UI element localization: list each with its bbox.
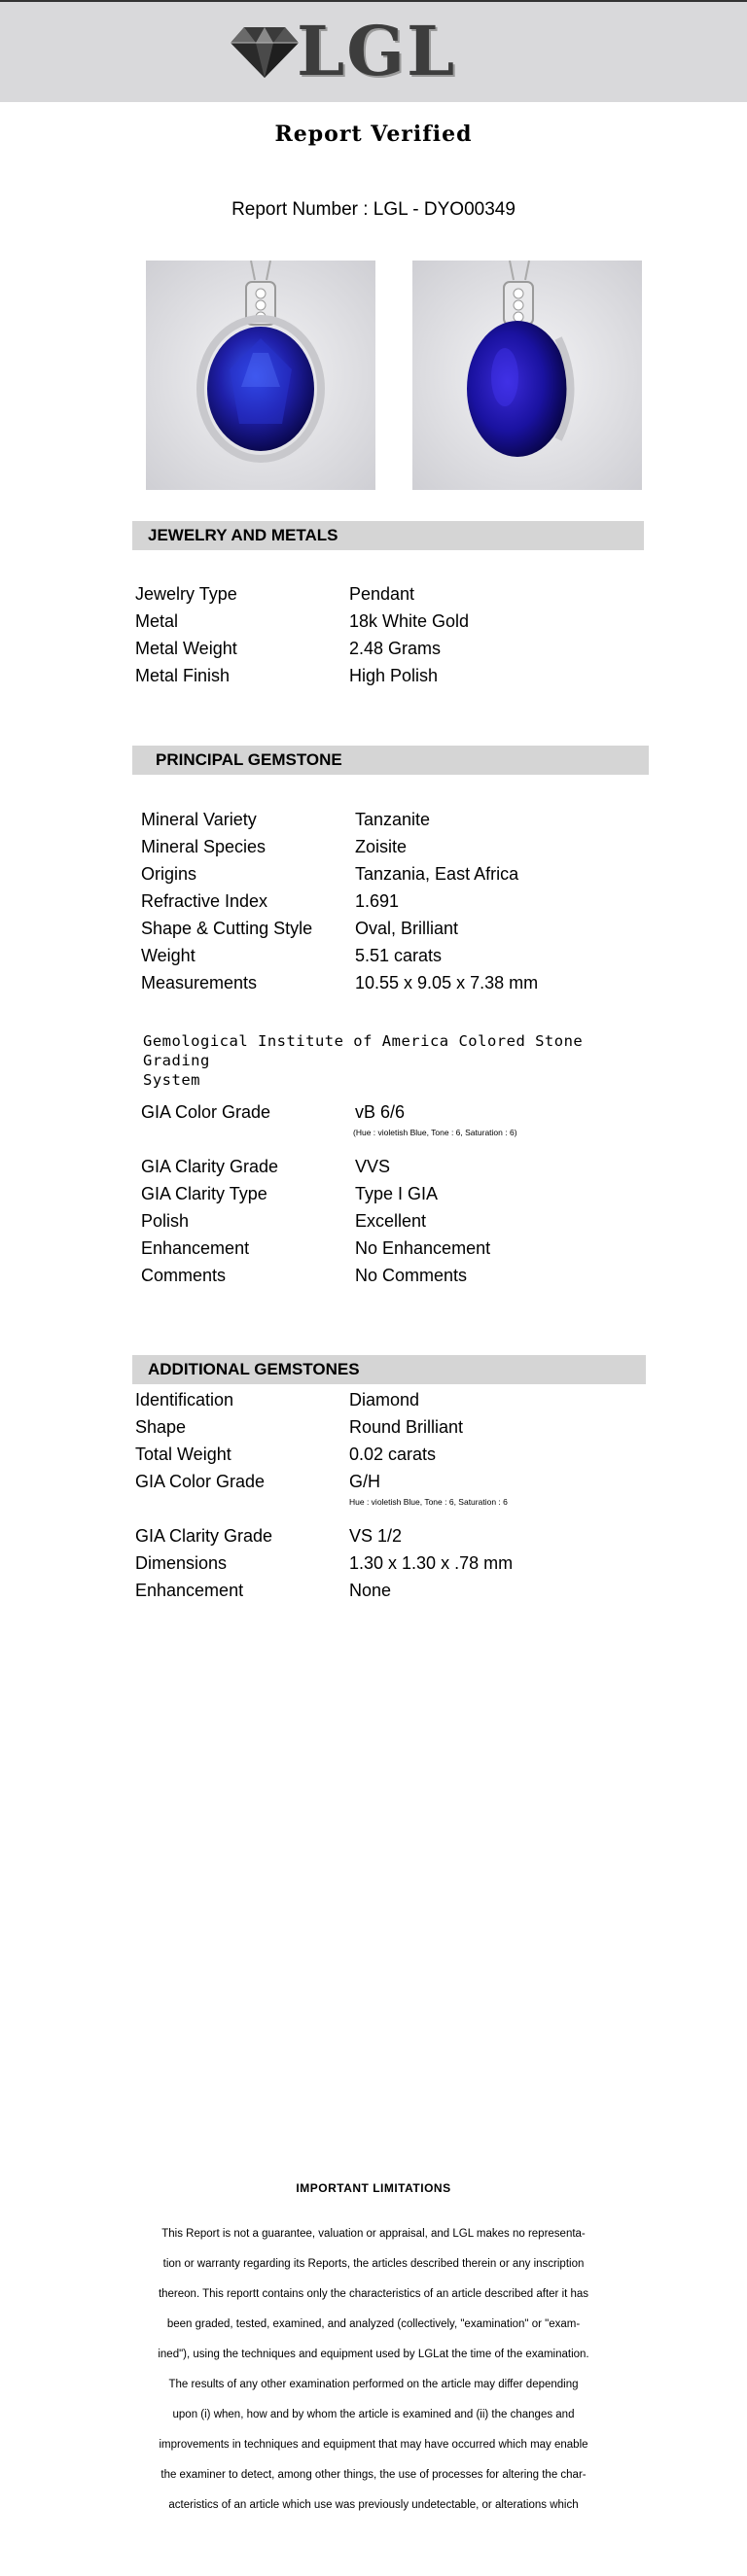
gia-heading-line: Gemological Institute of America Colored Stone Grading [143, 1032, 584, 1069]
row-value: VVS [355, 1157, 391, 1176]
row-label: Shape & Cutting Style [141, 919, 313, 938]
section-title-principal: PRINCIPAL GEMSTONE [132, 746, 649, 775]
row-value: Diamond [349, 1390, 420, 1410]
row-label: GIA Clarity Grade [141, 1157, 279, 1176]
row-label: Weight [141, 946, 196, 965]
header-banner [0, 0, 747, 102]
diamond-icon [227, 21, 302, 82]
row-label: GIA Clarity Grade [135, 1526, 273, 1546]
row-label: Metal Finish [135, 666, 231, 685]
limitations-line: the examiner to detect, among other things, the use of processes for altering the char- [160, 2469, 587, 2481]
row-value: 10.55 x 9.05 x 7.38 mm [355, 973, 539, 992]
row-value: No Comments [355, 1266, 468, 1285]
row-label: Enhancement [135, 1581, 244, 1600]
limitations-title: IMPORTANT LIMITATIONS [296, 2181, 451, 2195]
row-value: Tanzanite [355, 810, 431, 829]
row-label: GIA Clarity Type [141, 1184, 267, 1203]
row-label: Metal Weight [135, 639, 237, 658]
row-value: vB 6/6 [355, 1102, 406, 1122]
section-title-additional: ADDITIONAL GEMSTONES [132, 1355, 646, 1384]
row-value: VS 1/2 [349, 1526, 403, 1546]
row-label: Total Weight [135, 1445, 231, 1464]
color-grade-note: (Hue : violetish Blue, Tone : 6, Saturation : 6) [353, 1128, 517, 1137]
gia-grading-heading [143, 1031, 600, 1090]
lgl-logo [227, 11, 457, 91]
color-grade-note: Hue : violetish Blue, Tone : 6, Saturation : 6 [349, 1497, 508, 1507]
row-value: Oval, Brilliant [355, 919, 459, 938]
row-value: 1.691 [355, 891, 400, 911]
page-title: Report Verified [274, 122, 473, 147]
row-value: 1.30 x 1.30 x .78 mm [349, 1553, 514, 1573]
row-label: Comments [141, 1266, 227, 1285]
pendant-photo-side [412, 261, 642, 490]
row-label: Refractive Index [141, 891, 268, 911]
row-label: Origins [141, 864, 197, 884]
limitations-line: This Report is not a guarantee, valuation or appraisal, and LGL makes no representa- [161, 2228, 586, 2240]
row-label: Enhancement [141, 1238, 250, 1258]
limitations-line: acteristics of an article which use was previously undetectable, or alterations which [168, 2499, 579, 2511]
row-label: Identification [135, 1390, 234, 1410]
row-value: Tanzania, East Africa [355, 864, 519, 884]
row-value: 0.02 carats [349, 1445, 437, 1464]
row-label: Mineral Variety [141, 810, 257, 829]
row-label: GIA Color Grade [141, 1102, 271, 1122]
pendant-photo-front [146, 261, 375, 490]
row-value: Excellent [355, 1211, 427, 1231]
limitations-line: ined"), using the techniques and equipment used by LGLat the time of the examination. [158, 2349, 589, 2360]
limitations-line: been graded, tested, examined, and analyzed (collectively, "examination" or "exam- [166, 2318, 581, 2330]
limitations-line: improvements in techniques and equipment that may have occurred which may enable [159, 2439, 588, 2451]
limitations-line: thereon. This reportt contains only the characteristics of an article described after it has [158, 2288, 589, 2300]
section-title-jewelry: JEWELRY AND METALS [132, 521, 644, 550]
row-value: Zoisite [355, 837, 408, 856]
row-label: Shape [135, 1417, 187, 1437]
limitations-line: The results of any other examination performed on the article may differ depending [168, 2379, 579, 2390]
row-value: No Enhancement [355, 1238, 491, 1258]
limitations-line: upon (i) when, how and by whom the article is examined and (ii) the changes and [172, 2409, 575, 2420]
row-label: Mineral Species [141, 837, 267, 856]
limitations-line: tion or warranty regarding its Reports, the articles described therein or any inscription [162, 2258, 585, 2270]
logo-text: LGL [297, 11, 457, 91]
row-value: High Polish [349, 666, 439, 685]
row-label: GIA Color Grade [135, 1472, 266, 1491]
row-label: Jewelry Type [135, 584, 237, 604]
row-label: Measurements [141, 973, 258, 992]
row-label: Dimensions [135, 1553, 228, 1573]
row-value: Type I GIA [355, 1184, 439, 1203]
report-number: Report Number : LGL - DYO00349 [231, 199, 516, 220]
row-label: Metal [135, 611, 179, 631]
row-value: 18k White Gold [349, 611, 470, 631]
row-value: None [349, 1581, 392, 1600]
gia-heading-line: System [143, 1071, 200, 1089]
row-value: Round Brilliant [349, 1417, 464, 1437]
row-value: 5.51 carats [355, 946, 443, 965]
row-label: Polish [141, 1211, 190, 1231]
row-value: G/H [349, 1472, 381, 1491]
row-value: 2.48 Grams [349, 639, 442, 658]
row-value: Pendant [349, 584, 415, 604]
